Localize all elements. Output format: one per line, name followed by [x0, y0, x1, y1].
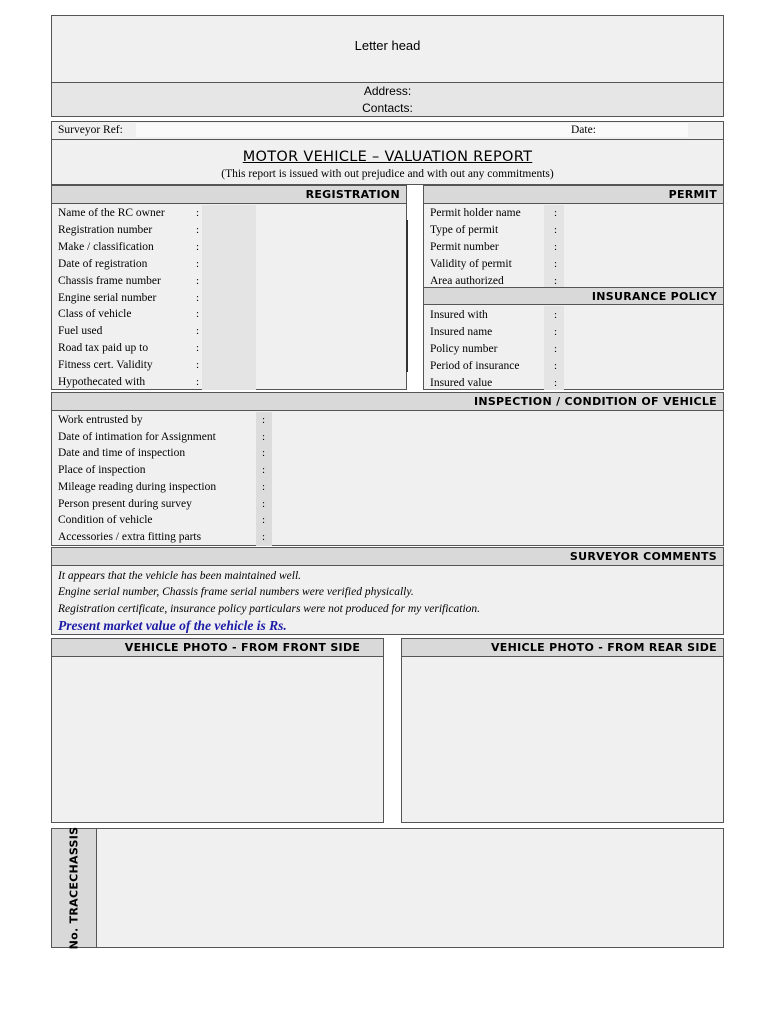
address-label: Address:: [363, 84, 412, 98]
trace-chassis-label-cell: [52, 826, 97, 950]
inspection-field-colon: :: [262, 497, 266, 510]
inspection-field-colon: :: [262, 464, 266, 477]
registration-field-label: Fuel used: [58, 325, 103, 338]
registration-field-label: Road tax paid up to: [58, 342, 149, 355]
trace-chassis-area[interactable]: [97, 829, 723, 947]
insurance-heading: INSURANCE POLICY: [424, 287, 723, 305]
inspection-box: [51, 392, 724, 546]
inspection-field-colon: :: [262, 514, 266, 527]
contacts-label: Contacts:: [362, 101, 413, 115]
insurance-field-label: Insured value: [430, 376, 493, 389]
trace-chassis-box: [51, 828, 724, 948]
registration-field-colon: :: [196, 291, 200, 304]
insurance-field-colon: :: [554, 359, 558, 372]
registration-field-label: Fitness cert. Validity: [58, 359, 153, 372]
registration-field-colon: :: [196, 207, 200, 219]
registration-field-label: Name of the RC owner: [58, 207, 165, 219]
photo-rear-heading: VEHICLE PHOTO - FROM REAR SIDE: [402, 639, 723, 657]
permit-field-label: Validity of permit: [430, 257, 512, 270]
permit-insurance-box: [423, 185, 724, 390]
inspection-field-colon: :: [262, 447, 266, 460]
inspection-field-label: Place of inspection: [58, 464, 146, 477]
permit-field-colon: :: [554, 274, 558, 287]
permit-field-colon: :: [554, 223, 558, 236]
permit-field-colon: :: [554, 257, 558, 270]
registration-field-colon: :: [196, 359, 200, 372]
photo-rear-box: [401, 638, 724, 823]
registration-value-column: [202, 205, 256, 390]
surveyor-ref-row: [52, 122, 723, 140]
registration-field-colon: :: [196, 308, 200, 321]
permit-field-label: Permit number: [430, 240, 499, 253]
photo-rear-area[interactable]: [402, 657, 723, 822]
registration-field-colon: :: [196, 325, 200, 338]
permit-field-colon: :: [554, 207, 558, 219]
inspection-field-colon: :: [262, 414, 266, 426]
address-bar: [52, 82, 723, 101]
report-title: MOTOR VEHICLE – VALUATION REPORT: [242, 149, 533, 165]
registration-field-label: Date of registration: [58, 257, 148, 270]
photo-front-area[interactable]: [52, 657, 383, 822]
inspection-heading: INSPECTION / CONDITION OF VEHICLE: [52, 393, 723, 411]
insurance-field-colon: :: [554, 325, 558, 338]
letterhead-box: [51, 15, 724, 117]
permit-heading: PERMIT: [424, 186, 723, 204]
inspection-field-label: Condition of vehicle: [58, 514, 153, 527]
registration-heading: REGISTRATION: [52, 186, 406, 204]
inspection-field-label: Date and time of inspection: [58, 447, 186, 460]
registration-field-colon: :: [196, 376, 200, 388]
insurance-field-label: Policy number: [430, 342, 498, 355]
registration-divider: [406, 220, 408, 372]
insurance-field-label: Insured with: [430, 309, 488, 321]
comments-heading: SURVEYOR COMMENTS: [52, 548, 723, 566]
inspection-field-colon: :: [262, 530, 266, 543]
insurance-field-colon: :: [554, 342, 558, 355]
comments-box: [51, 547, 724, 635]
contacts-bar: [52, 100, 723, 116]
registration-field-label: Class of vehicle: [58, 308, 132, 321]
permit-field-colon: :: [554, 240, 558, 253]
inspection-field-label: Accessories / extra fitting parts: [58, 530, 202, 543]
inspection-field-label: Work entrusted by: [58, 414, 143, 426]
inspection-field-colon: :: [262, 430, 266, 443]
insurance-field-colon: :: [554, 376, 558, 389]
trace-chassis-label: No. TRACECHASSIS: [67, 826, 81, 950]
date-field[interactable]: [604, 123, 688, 137]
letterhead-title: Letter head: [354, 38, 421, 53]
photo-front-box: [51, 638, 384, 823]
insurance-field-label: Insured name: [430, 325, 493, 338]
registration-field-colon: :: [196, 342, 200, 355]
registration-field-label: Registration number: [58, 223, 153, 236]
registration-field-label: Chassis frame number: [58, 274, 161, 287]
permit-field-label: Type of permit: [430, 223, 499, 236]
report-header-box: [51, 121, 724, 185]
surveyor-ref-label: Surveyor Ref:: [58, 124, 123, 136]
registration-field-colon: :: [196, 240, 200, 253]
inspection-field-label: Date of intimation for Assignment: [58, 430, 216, 443]
comment-line-2: Engine serial number, Chassis frame serial numbers were verified physically.: [58, 586, 414, 598]
insurance-field-colon: :: [554, 309, 558, 321]
insurance-field-label: Period of insurance: [430, 359, 520, 372]
registration-field-label: Engine serial number: [58, 291, 157, 304]
report-subtitle: (This report is issued with out prejudice and with out any commitments): [221, 168, 554, 180]
registration-field-colon: :: [196, 274, 200, 287]
inspection-field-label: Person present during survey: [58, 497, 192, 510]
inspection-field-label: Mileage reading during inspection: [58, 480, 217, 493]
registration-field-label: Make / classification: [58, 240, 154, 253]
surveyor-ref-field[interactable]: [136, 123, 606, 137]
registration-field-colon: :: [196, 257, 200, 270]
comment-line-1: It appears that the vehicle has been maintained well.: [58, 570, 302, 582]
registration-field-label: Hypothecated with: [58, 376, 146, 388]
registration-field-colon: :: [196, 223, 200, 236]
photo-front-heading: VEHICLE PHOTO - FROM FRONT SIDE: [52, 639, 383, 657]
registration-box: [51, 185, 407, 390]
date-label: Date:: [571, 124, 596, 136]
permit-field-label: Permit holder name: [430, 207, 521, 219]
permit-field-label: Area authorized: [430, 274, 504, 287]
market-value-line: Present market value of the vehicle is Rs.: [58, 618, 287, 633]
comment-line-3: Registration certificate, insurance policy particulars were not produced for my verification.: [58, 603, 481, 615]
inspection-field-colon: :: [262, 480, 266, 493]
